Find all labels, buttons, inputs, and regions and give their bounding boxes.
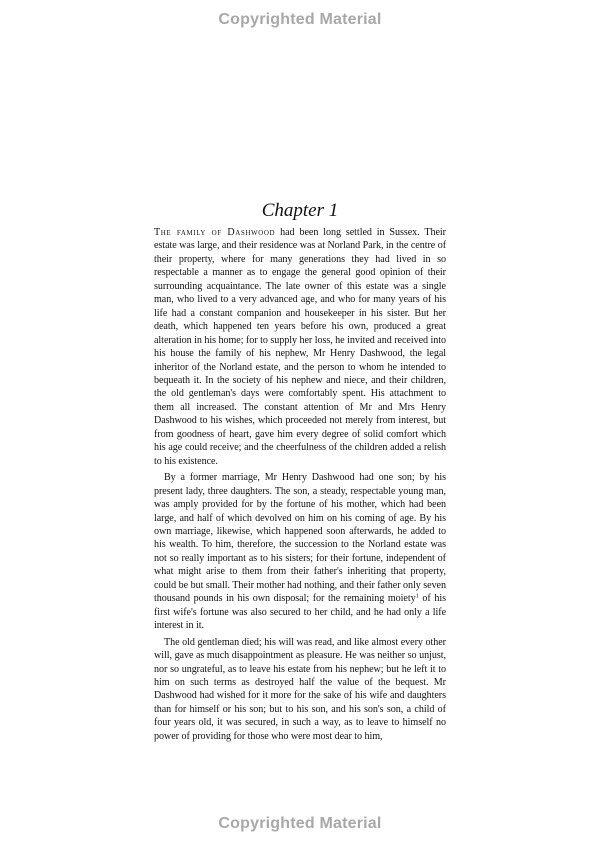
paragraph-3-text: The old gentleman died; his will was read, and like almost every other will, gave as much disappointment as pleasure. He was neither so unjust, nor so ungrateful, as to leave his estate from his nephew; but he left it to him on such terms as destroyed half the value of the bequest. Mr Dashwood had wished for it more for the sake of his wife and daughters than for himself or his son; but to his son, and his son's son, a child of four years old, it was secured, in such a way, as to leave to himself no power of providing for those who were most dear to him, bbox=[154, 636, 446, 742]
paragraph-1 bbox=[154, 226, 446, 468]
paragraph-2 bbox=[154, 471, 446, 632]
copyright-watermark-bottom: Copyrighted Material bbox=[218, 815, 382, 832]
paragraph-2-text-b: of his first wife's fortune was also secured to her child, and he had only a life interest in it. bbox=[154, 593, 446, 632]
footnote-marker[interactable]: 1 bbox=[415, 592, 419, 600]
paragraph-2-text-a: By a former marriage, Mr Henry Dashwood had one son; by his present lady, three daughters. The son, a steady, respectable young man, was amply provided for by the fortune of his mother, which had been large, and half of which devolved on him on his coming of age. By his own marriage, likewise, which happened soon afterwards, he added to his wealth. To him, therefore, the succession to the Norland estate was not so really important as to his sisters; for their fortune, independent of what might arise to them from their father's inheriting that property, could be but small. Their mother had nothing, and their father only seven thousand pounds in his own disposal; for the remaining moiety bbox=[154, 472, 446, 605]
chapter-body bbox=[154, 226, 446, 743]
opening-smallcaps: The family of Dashwood bbox=[154, 227, 276, 238]
chapter-title: Chapter 1 bbox=[261, 200, 339, 221]
copyright-watermark-top: Copyrighted Material bbox=[218, 11, 382, 28]
paragraph-1-text: had been long settled in Sussex. Their estate was large, and their residence was at Norland Park, in the centre of their property, where for many generations they had lived in so respectable a manner as to engage the general good opinion of their surrounding acquaintance. The late owner of this estate was a single man, who lived to a very advanced age, and who for many years of his life had a constant companion and housekeeper in his sister. But her death, which happened ten years before his own, produced a great alteration in his home; for to supply her loss, he invited and received into his house the family of his nephew, Mr Henry Dashwood, the legal inheritor of the Norland estate, and the person to whom he intended to bequeath it. In the society of his nephew and niece, and their children, the old gentleman's days were comfortably spent. His attachment to them all increased. The constant attention of Mr and Mrs Henry Dashwood to his wishes, which proceeded not merely from interest, but from goodness of heart, gave him every degree of solid comfort which his age could receive; and the cheerfulness of the children added a relish to his existence. bbox=[154, 227, 446, 467]
paragraph-3 bbox=[154, 636, 446, 744]
